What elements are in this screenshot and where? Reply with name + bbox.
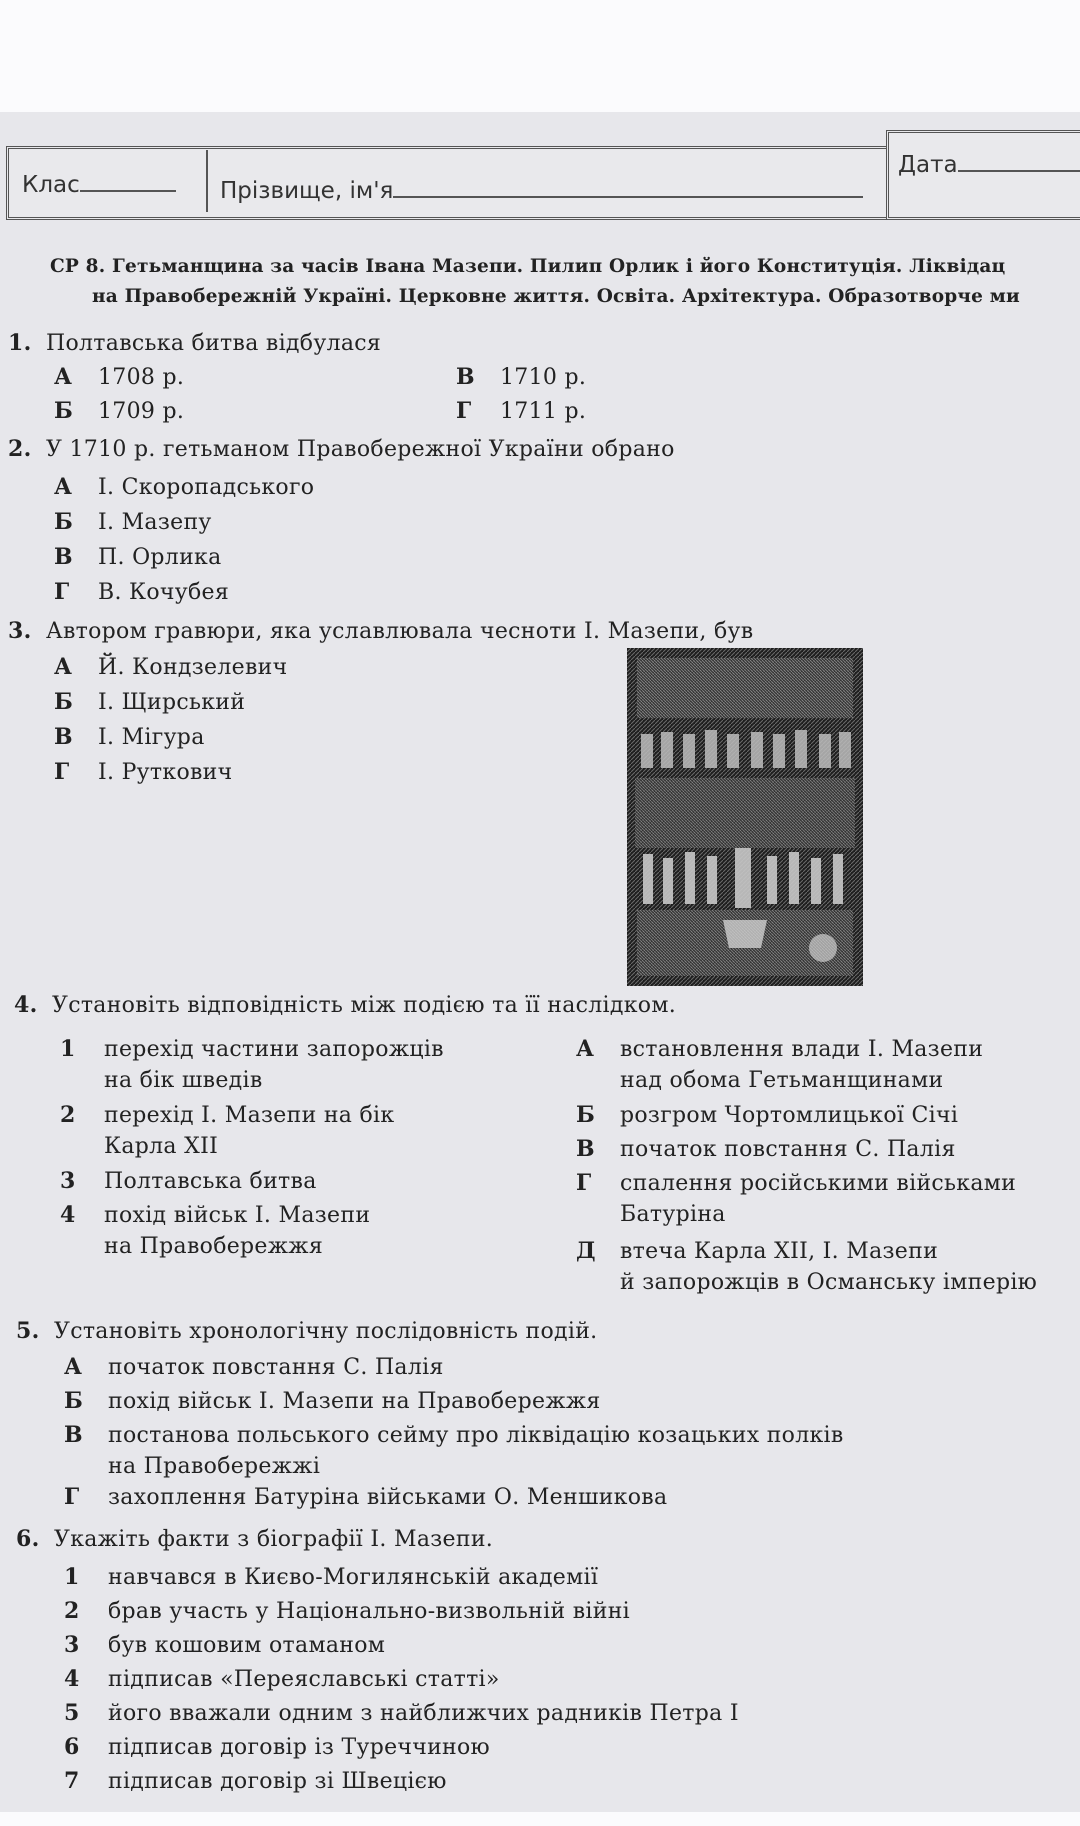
question-number: 6. [16,1526,40,1552]
question-4 [14,992,676,1018]
answer-option[interactable]: В І. Мігура [54,724,205,750]
mazepa-engraving-image [627,648,863,986]
answer-option[interactable]: А І. Скоропадського [54,474,315,500]
name-field[interactable] [220,176,863,204]
question-text: Установіть хронологічну послідовність подій. [54,1319,598,1344]
question-text: Полтавська битва відбулася [46,331,382,356]
answer-option[interactable]: Г В. Кочубея [54,579,230,605]
top-margin [0,0,1080,112]
question-number: 1. [8,330,32,356]
answer-option[interactable]: А 1708 р. [54,364,185,390]
answer-option[interactable]: Б І. Мазепу [54,509,212,535]
worksheet-title-line1: СР 8. Гетьманщина за часів Івана Мазепи. Пилип Орлик і його Конституція. Ліквідац [50,256,1006,277]
question-2 [8,436,675,462]
answer-option[interactable]: Г 1711 р. [456,398,587,424]
question-text: Укажіть факти з біографії І. Мазепи. [54,1527,494,1552]
question-text: Установіть відповідність між подією та її наслідком. [52,993,677,1018]
class-field[interactable] [22,170,176,198]
answer-option[interactable]: Б 1709 р. [54,398,185,424]
question-3 [8,618,753,644]
question-5 [16,1318,597,1344]
answer-option[interactable]: Б І. Щирський [54,689,246,715]
answer-option[interactable]: А Й. Кондзелевич [54,654,288,680]
worksheet-title-line2: на Правобережній Україні. Церковне життя. Освіта. Архітектура. Образотворче ми [92,286,1020,307]
answer-option[interactable]: Г І. Руткович [54,759,233,785]
name-label: Прізвище, ім'я [220,178,394,204]
question-number: 2. [8,436,32,462]
question-number: 4. [14,992,38,1018]
question-number: 5. [16,1318,40,1344]
date-label: Дата [898,152,958,178]
question-text: У 1710 р. гетьманом Правобережної України обрано [46,437,675,462]
bottom-margin [0,1812,1080,1826]
question-number: 3. [8,618,32,644]
date-field[interactable] [898,150,1080,178]
question-1 [8,330,381,356]
question-text: Автором гравюри, яка уславлювала чесноти І. Мазепи, був [46,619,754,644]
question-6 [16,1526,493,1552]
class-label: Клас [22,172,80,198]
answer-option[interactable]: В 1710 р. [456,364,587,390]
answer-option[interactable]: В П. Орлика [54,544,222,570]
divider [206,150,208,212]
